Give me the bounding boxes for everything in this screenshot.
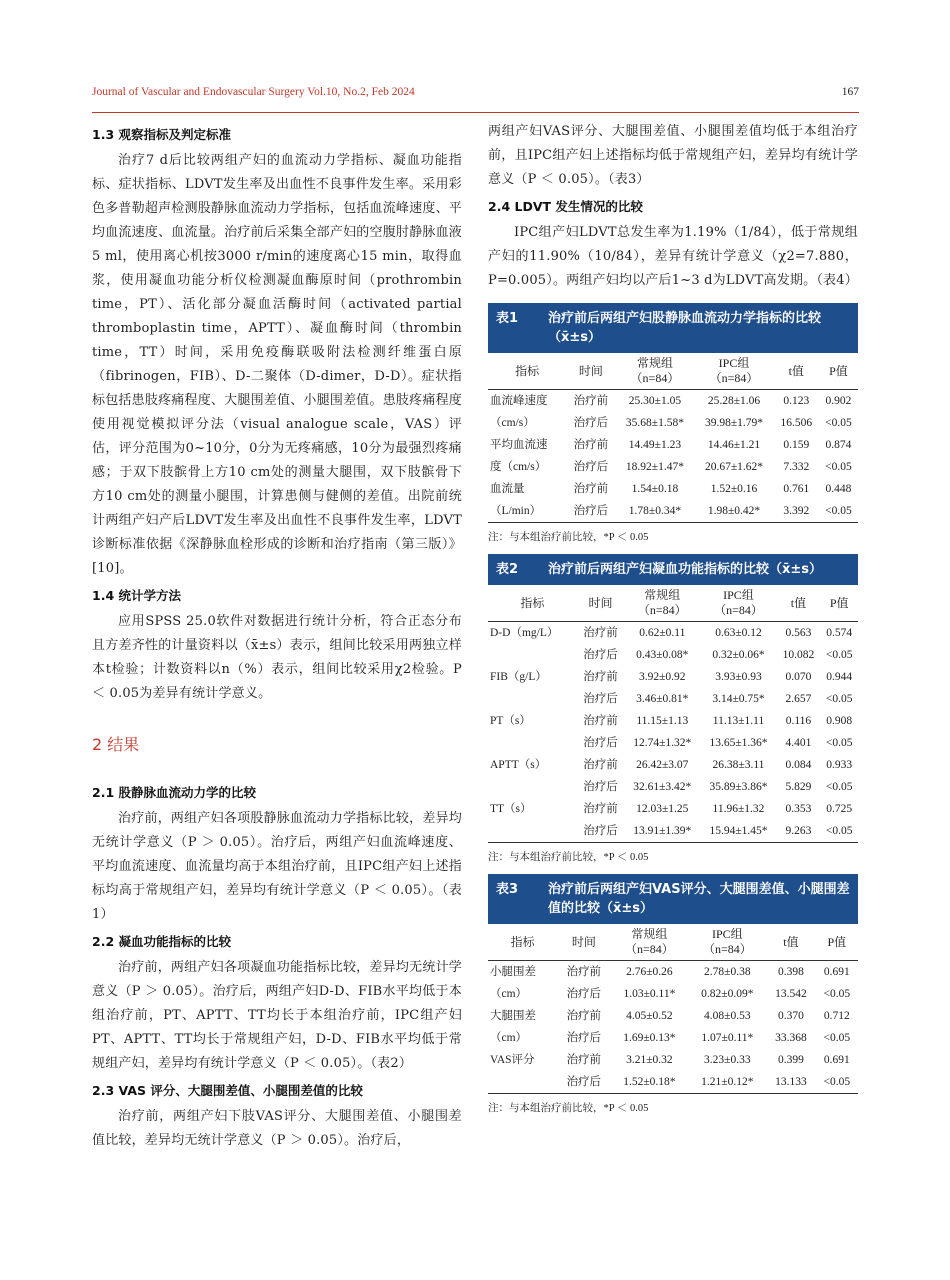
header-group-2: IPC组 （n=84） [700, 585, 776, 622]
table-note: 注：与本组治疗前比较，*P ＜ 0.05 [488, 1103, 649, 1114]
header-time: 时间 [566, 353, 615, 390]
section-2-heading: 2 结果 [92, 735, 140, 754]
section-1-4-paragraph: 应用SPSS 25.0软件对数据进行统计分析，符合正态分布且方差齐性的计量资料以（x̄±s）表示，组间比较采用两独立样本t检验；计数资料以n（%）表示，组间比较采用χ2检验。P ＜ 0.05为差异有统计学意义。 [92, 614, 462, 701]
data-table [488, 585, 858, 843]
cell-ind: （cm/s） [490, 417, 535, 429]
cell-p: 0.874 [825, 439, 852, 451]
cell-time: 治疗前 [583, 627, 618, 639]
cell-g2: 4.08±0.53 [704, 1010, 751, 1022]
cell-t: 0.116 [785, 715, 812, 727]
cell-g1: 14.49±1.23 [628, 439, 682, 451]
cell-time: 治疗前 [583, 759, 618, 771]
cell-t: 10.082 [782, 649, 815, 661]
cell-p: 0.944 [826, 671, 853, 683]
right-column [488, 120, 858, 1115]
table-row [488, 754, 858, 776]
cell-ind [488, 1071, 557, 1094]
table-header-row [488, 585, 858, 622]
cell-ind [488, 732, 577, 754]
cell-ind: （cm） [490, 1032, 528, 1044]
cell-ind: 血流量 [490, 483, 525, 495]
table-row [488, 456, 858, 478]
cell-p: 0.902 [825, 395, 852, 407]
cell-p: <0.05 [816, 1071, 858, 1094]
cell-p: 0.933 [826, 759, 853, 771]
table-number: 表3 [496, 882, 519, 897]
cell-t: 0.070 [785, 671, 812, 683]
cell-ind: 大腿围差 [490, 1010, 536, 1022]
cell-g1: 11.15±1.13 [636, 715, 689, 727]
cell-p: <0.05 [819, 500, 858, 523]
cell-g1: 12.74±1.32* [633, 737, 692, 749]
cell-time: 治疗前 [566, 966, 602, 978]
cell-g1: 1.03±0.11* [623, 988, 676, 1000]
running-header [92, 86, 859, 106]
cell-p: <0.05 [823, 1032, 851, 1044]
cell-g2: 11.13±1.11 [712, 715, 765, 727]
cell-p: 0.712 [823, 1010, 850, 1022]
data-table [488, 924, 858, 1094]
cell-g1: 4.05±0.52 [626, 1010, 673, 1022]
cell-g1: 3.21±0.32 [626, 1054, 673, 1066]
cell-time: 治疗后 [583, 693, 618, 705]
cell-t: 5.829 [785, 781, 812, 793]
cell-time: 治疗后 [583, 649, 618, 661]
section-2-2-heading: 2.2 凝血功能指标的比较 [92, 934, 231, 949]
table-row [488, 1005, 858, 1027]
cell-g2: 39.98±1.79* [704, 417, 764, 429]
cell-ind: 血流峰速度 [490, 395, 548, 407]
cell-ind: APTT（s） [490, 759, 547, 771]
table-row [488, 820, 858, 843]
cell-t: 0.370 [778, 1010, 804, 1022]
cell-g2: 0.63±0.12 [715, 627, 762, 639]
cell-g2: 1.98±0.42* [694, 500, 773, 523]
cell-t: 4.401 [785, 737, 812, 749]
cell-ind [488, 688, 577, 710]
table-row [488, 500, 858, 523]
table-note: 注：与本组治疗前比较，*P ＜ 0.05 [488, 532, 649, 543]
cell-time: 治疗前 [573, 439, 609, 451]
cell-ind: （L/min） [488, 500, 566, 523]
page-number: 167 [841, 86, 859, 98]
cell-g1: 13.91±1.39* [624, 820, 700, 843]
cell-time: 治疗前 [566, 1054, 602, 1066]
cell-p: 0.691 [823, 1054, 850, 1066]
table-row [488, 644, 858, 666]
header-group-1: 常规组 （n=84） [610, 924, 688, 961]
table-title-bar [488, 554, 858, 585]
table-row [488, 710, 858, 732]
cell-time: 治疗前 [583, 715, 618, 727]
table-caption: 治疗前后两组产妇VAS评分、大腿围差值、小腿围差值的比较（x̄±s） [548, 882, 850, 916]
table-number: 表1 [496, 311, 519, 326]
cell-ind: TT（s） [490, 803, 532, 815]
table-row [488, 622, 858, 645]
cell-time: 治疗后 [583, 737, 618, 749]
table-2 [488, 554, 858, 864]
table-row [488, 666, 858, 688]
table-header-row [488, 924, 858, 961]
cell-ind [488, 820, 577, 843]
table-row [488, 1027, 858, 1049]
cell-ind: 度（cm/s） [490, 461, 547, 473]
header-p: P值 [820, 585, 858, 622]
cell-g2: 14.46±1.21 [707, 439, 761, 451]
cell-g2: 0.32±0.06* [712, 649, 765, 661]
table-row [488, 478, 858, 500]
cell-time: 治疗后 [573, 461, 609, 473]
header-time: 时间 [577, 585, 624, 622]
cell-g1: 12.03±1.25 [636, 803, 689, 815]
table-number: 表2 [496, 562, 519, 577]
section-1-3-heading: 1.3 观察指标及判定标准 [92, 127, 231, 142]
cell-g2: 0.82±0.09* [701, 988, 754, 1000]
cell-g2: 3.14±0.75* [712, 693, 765, 705]
table-row [488, 732, 858, 754]
table-header-row [488, 353, 858, 390]
cell-time: 治疗后 [573, 417, 609, 429]
cell-time: 治疗后 [566, 1032, 602, 1044]
header-t: t值 [774, 353, 819, 390]
cell-time: 治疗后 [577, 820, 624, 843]
cell-t: 33.368 [775, 1032, 807, 1044]
section-2-3-heading: 2.3 VAS 评分、大腿围差值、小腿围差值的比较 [92, 1083, 363, 1098]
cell-ind: D-D（mg/L） [490, 627, 559, 639]
cell-g2: 11.96±1.32 [712, 803, 765, 815]
cell-p: <0.05 [825, 417, 852, 429]
cell-t: 0.398 [778, 966, 804, 978]
section-2-2-paragraph: 治疗前，两组产妇各项凝血功能指标比较，差异均无统计学意义（P ＞ 0.05）。治疗后，两组产妇D-D、FIB水平均低于本组治疗前，PT、APTT、TT均长于本组治疗前，IPC组产妇PT、APTT、TT均长于常规组产妇，D-D、FIB水平均低于常规组产妇，差异均有统计学意义（P ＜ 0.05）。（表2） [92, 960, 462, 1071]
cell-ind: FIB（g/L） [490, 671, 547, 683]
cell-p: <0.05 [823, 988, 851, 1000]
table-row [488, 961, 858, 984]
cell-g1: 1.78±0.34* [615, 500, 694, 523]
table-caption: 治疗前后两组产妇股静脉血流动力学指标的比较（x̄±s） [548, 311, 822, 345]
cell-t: 16.506 [780, 417, 813, 429]
data-table [488, 353, 858, 523]
journal-title: Journal of Vascular and Endovascular Surgery Vol.10, No.2, Feb 2024 [92, 86, 415, 98]
cell-g1: 32.61±3.42* [633, 781, 692, 793]
cell-g1: 35.68±1.58* [625, 417, 684, 429]
cell-g2: 1.21±0.12* [688, 1071, 766, 1094]
cell-time: 治疗后 [557, 1071, 610, 1094]
table-row [488, 390, 858, 413]
continued-paragraph: 两组产妇VAS评分、大腿围差值、小腿围差值均低于本组治疗前，且IPC组产妇上述指标均低于常规组产妇，差异均有统计学意义（P ＜ 0.05）。（表3） [488, 124, 858, 187]
cell-g2: 26.38±3.11 [712, 759, 765, 771]
header-time: 时间 [557, 924, 610, 961]
table-row [488, 1049, 858, 1071]
cell-p: 0.908 [826, 715, 853, 727]
cell-time: 治疗后 [583, 781, 618, 793]
header-indicator: 指标 [488, 353, 566, 390]
cell-g1: 1.54±0.18 [631, 483, 679, 495]
cell-g1: 0.62±0.11 [639, 627, 686, 639]
section-2-4-heading: 2.4 LDVT 发生情况的比较 [488, 199, 643, 214]
cell-ind: 平均血流速 [490, 439, 548, 451]
cell-ind [488, 644, 577, 666]
table-3 [488, 874, 858, 1115]
table-row [488, 412, 858, 434]
cell-g2: 13.65±1.36* [709, 737, 768, 749]
cell-t: 0.563 [785, 627, 812, 639]
cell-g1: 1.52±0.18* [610, 1071, 688, 1094]
cell-t: 9.263 [777, 820, 821, 843]
cell-p: 0.574 [826, 627, 853, 639]
header-group-2: IPC组 （n=84） [694, 353, 773, 390]
table-title-bar [488, 874, 858, 924]
header-group-2: IPC组 （n=84） [688, 924, 766, 961]
cell-g2: 15.94±1.45* [700, 820, 776, 843]
cell-time: 治疗前 [573, 395, 609, 407]
table-row [488, 1071, 858, 1094]
cell-g1: 25.30±1.05 [628, 395, 682, 407]
cell-g2: 3.23±0.33 [704, 1054, 751, 1066]
cell-g2: 1.07±0.11* [701, 1032, 754, 1044]
cell-g1: 2.76±0.26 [626, 966, 673, 978]
section-1-4-heading: 1.4 统计学方法 [92, 588, 181, 603]
cell-t: 0.123 [783, 395, 810, 407]
cell-p: <0.05 [825, 649, 853, 661]
cell-t: 0.761 [783, 483, 810, 495]
cell-p: 0.725 [826, 803, 853, 815]
cell-g1: 18.92±1.47* [625, 461, 684, 473]
cell-time: 治疗前 [566, 1010, 602, 1022]
section-2-1-paragraph: 治疗前，两组产妇各项股静脉血流动力学指标比较，差异均无统计学意义（P ＞ 0.05）。治疗后，两组产妇血流峰速度、平均血流速度、血流量均高于本组治疗前，且IPC组产妇上述指标均高于常规组产妇，差异均有统计学意义（P ＜ 0.05）。（表1） [92, 811, 462, 922]
table-row [488, 776, 858, 798]
cell-ind: PT（s） [490, 715, 531, 727]
cell-t: 0.399 [778, 1054, 804, 1066]
table-row [488, 983, 858, 1005]
cell-t: 13.133 [766, 1071, 815, 1094]
section-2-4-paragraph: IPC组产妇LDVT总发生率为1.19%（1/84），低于常规组产妇的11.90%（10/84），差异有统计学意义（χ2=7.880，P=0.005）。两组产妇均以产后1~3 d为LDVT高发期。（表4） [488, 225, 858, 288]
cell-ind: VAS评分 [490, 1054, 535, 1066]
cell-ind: （cm） [490, 988, 528, 1000]
cell-g2: 1.52±0.16 [710, 483, 758, 495]
cell-time: 治疗前 [573, 483, 609, 495]
cell-ind: 小腿围差 [490, 966, 536, 978]
table-note: 注：与本组治疗前比较，*P ＜ 0.05 [488, 852, 649, 863]
cell-g2: 20.67±1.62* [704, 461, 764, 473]
cell-g1: 1.69±0.13* [623, 1032, 676, 1044]
cell-g2: 25.28±1.06 [707, 395, 761, 407]
cell-t: 2.657 [785, 693, 812, 705]
cell-p: 0.691 [823, 966, 850, 978]
section-2-3-paragraph: 治疗前，两组产妇下肢VAS评分、大腿围差值、小腿围差值比较，差异均无统计学意义（P ＞ 0.05）。治疗后， [92, 1109, 462, 1148]
header-group-1: 常规组 （n=84） [615, 353, 694, 390]
header-p: P值 [819, 353, 858, 390]
header-p: P值 [816, 924, 858, 961]
table-1 [488, 303, 858, 544]
cell-time: 治疗前 [583, 803, 618, 815]
table-caption: 治疗前后两组产妇凝血功能指标的比较（x̄±s） [548, 562, 823, 577]
section-1-3-paragraph: 治疗7 d后比较两组产妇的血流动力学指标、凝血功能指标、症状指标、LDVT发生率及出血性不良事件发生率。采用彩色多普勒超声检测股静脉血流动力学指标，包括血流峰速度、平均血流速度、血流量。治疗前后采集全部产妇的空腹肘静脉血液5 ml，使用离心机按3000 r/min的速度离心15 min，取得血浆，使用凝血功能分析仪检测凝血酶原时间（prothrombin time，PT）、活化部分凝血活酶时间（activated partial thromboplastin time，APTT）、凝血酶时间（thrombin time，TT）时间，采用免疫酶联吸附法检测纤维蛋白原（fibrinogen，FIB）、D-二聚体（D-dimer，D-D）。症状指标包括患肢疼痛程度、大腿围差值、小腿围差值。患肢疼痛程度使用视觉模拟评分法（visual analogue scale，VAS）评估，评分范围为0~10分，0分为无疼痛感，10分为最强烈疼痛感；于双下肢髌骨上方10 cm处的测量大腿围，双下肢髌骨下方10 cm处的测量小腿围，计算患侧与健侧的差值。出院前统计两组产妇产后LDVT发生率及出血性不良事件发生率，LDVT诊断标准依据《深静脉血栓形成的诊断和治疗指南（第三版）》[10]。 [92, 153, 462, 576]
cell-g2: 3.93±0.93 [715, 671, 762, 683]
header-indicator: 指标 [488, 924, 557, 961]
cell-p: <0.05 [820, 820, 858, 843]
cell-time: 治疗后 [566, 500, 615, 523]
cell-g2: 35.89±3.86* [709, 781, 768, 793]
header-group-1: 常规组 （n=84） [624, 585, 700, 622]
cell-p: <0.05 [825, 461, 852, 473]
section-2-1-heading: 2.1 股静脉血流动力学的比较 [92, 785, 256, 800]
cell-t: 0.159 [783, 439, 810, 451]
left-column [92, 120, 462, 1153]
table-row [488, 434, 858, 456]
cell-t: 0.353 [785, 803, 812, 815]
header-rule [92, 112, 859, 113]
header-t: t值 [766, 924, 815, 961]
table-row [488, 688, 858, 710]
cell-p: <0.05 [825, 781, 853, 793]
cell-g1: 0.43±0.08* [636, 649, 689, 661]
cell-ind [488, 776, 577, 798]
cell-p: 0.448 [825, 483, 852, 495]
cell-time: 治疗前 [583, 671, 618, 683]
cell-p: <0.05 [825, 737, 853, 749]
cell-g1: 3.46±0.81* [636, 693, 689, 705]
cell-p: <0.05 [825, 693, 853, 705]
cell-time: 治疗后 [566, 988, 602, 1000]
cell-g1: 3.92±0.92 [638, 671, 686, 683]
cell-t: 3.392 [774, 500, 819, 523]
table-title-bar [488, 303, 858, 353]
cell-t: 13.542 [775, 988, 807, 1000]
cell-g1: 26.42±3.07 [636, 759, 689, 771]
cell-t: 0.084 [785, 759, 812, 771]
header-indicator: 指标 [488, 585, 577, 622]
table-row [488, 798, 858, 820]
cell-t: 7.332 [783, 461, 810, 473]
header-t: t值 [777, 585, 821, 622]
cell-g2: 2.78±0.38 [704, 966, 751, 978]
